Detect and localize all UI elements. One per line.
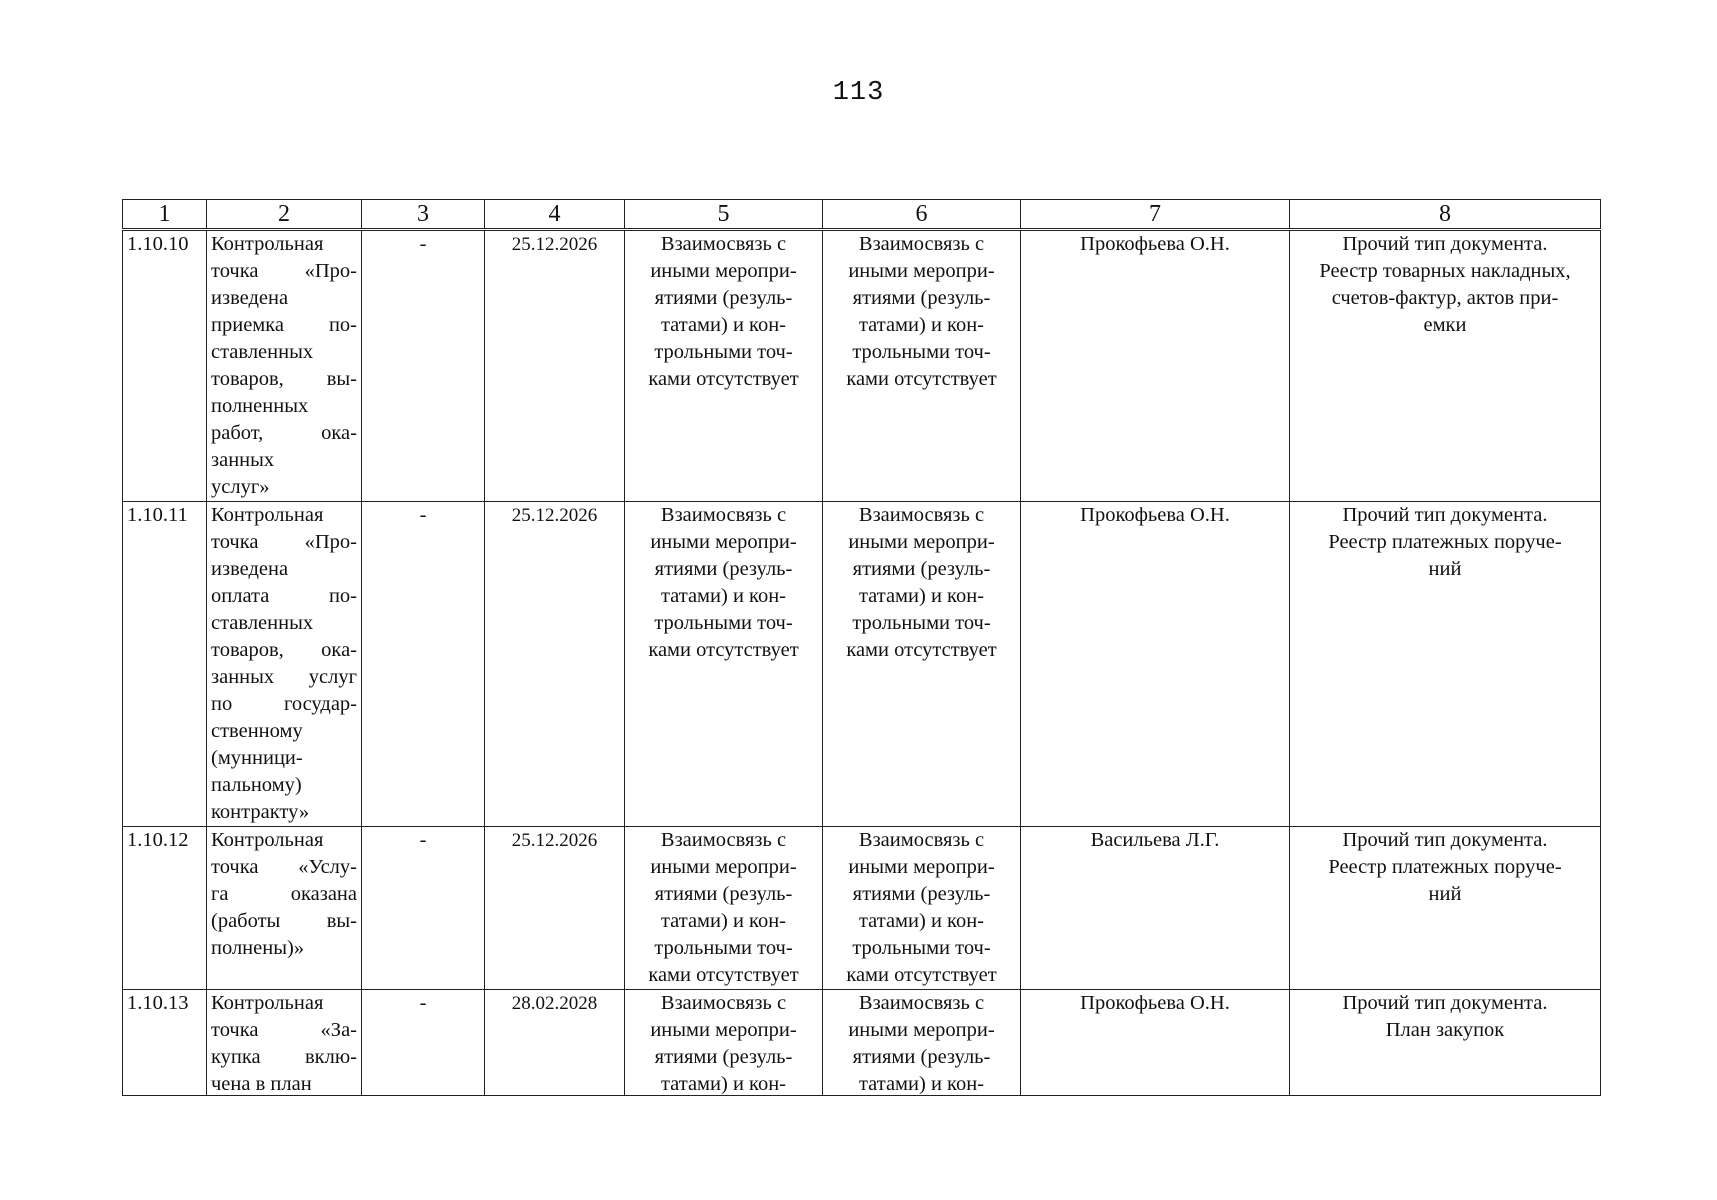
relation-line: иными меропри- [848, 1019, 995, 1041]
relation-line: ками отсутствует [648, 639, 799, 661]
relation-line: иными меропри- [848, 260, 995, 282]
relation-line: Взаимосвязь с [660, 829, 787, 851]
relation-line: трольными точ- [654, 937, 793, 959]
event-name-line: товаров, ока- [211, 639, 357, 661]
event-name-line: полненных [211, 395, 309, 417]
relation-line: ятиями (резуль- [852, 558, 991, 580]
relation-line: Взаимосвязь с [858, 829, 985, 851]
document-type-line: Прочий тип документа. [1342, 233, 1548, 255]
document-type-cell [1290, 990, 1601, 1096]
column-header: 3 [362, 200, 485, 230]
row-number-cell: 1.10.10 [123, 230, 207, 502]
document-type-line: Реестр товарных накладных, [1319, 260, 1571, 282]
column-header: 6 [823, 200, 1021, 230]
event-name-line: Контрольная [211, 504, 324, 526]
event-name-line: ставленных [211, 612, 314, 634]
table-row [123, 990, 1601, 1096]
relation-line: иными меропри- [650, 1019, 797, 1041]
event-name-line: оплата по- [211, 585, 357, 607]
event-name-line: ственному [211, 720, 303, 742]
event-name-cell [207, 827, 362, 990]
relation-line: трольными точ- [654, 341, 793, 363]
responsible-person-cell: Васильева Л.Г. [1021, 827, 1290, 990]
event-name-line: точка «Про- [211, 531, 357, 553]
header-row [123, 200, 1601, 230]
event-name-line: га оказана [211, 883, 357, 905]
document-type-line: емки [1423, 314, 1467, 336]
document-type-line: Прочий тип документа. [1342, 504, 1548, 526]
relation-cell-5 [625, 502, 823, 827]
document-type-cell [1290, 502, 1601, 827]
event-name-line: изведена [211, 558, 289, 580]
row-number-cell: 1.10.12 [123, 827, 207, 990]
column-header: 2 [207, 200, 362, 230]
relation-line: татами) и кон- [858, 1073, 985, 1095]
document-type-line: Прочий тип документа. [1342, 829, 1548, 851]
document-type-line: ний [1428, 558, 1462, 580]
page-number: 113 [832, 78, 885, 108]
relation-line: ками отсутствует [648, 964, 799, 986]
relation-line: Взаимосвязь с [858, 504, 985, 526]
document-type-line: Реестр платежных поруче- [1328, 856, 1562, 878]
relation-line: ками отсутствует [846, 639, 997, 661]
event-name-line: изведена [211, 287, 289, 309]
relation-line: иными меропри- [650, 260, 797, 282]
relation-line: татами) и кон- [660, 1073, 787, 1095]
relation-cell-6 [823, 230, 1021, 502]
relation-line: ками отсутствует [846, 964, 997, 986]
date-cell: 25.12.2026 [485, 230, 625, 502]
relation-line: ятиями (резуль- [852, 883, 991, 905]
row-number-cell: 1.10.13 [123, 990, 207, 1096]
event-name-line: по государ- [211, 693, 357, 715]
event-name-line: товаров, вы- [211, 368, 357, 390]
responsible-person-cell: Прокофьева О.Н. [1021, 502, 1290, 827]
relation-line: татами) и кон- [660, 585, 787, 607]
column-3-cell: - [362, 990, 485, 1096]
relation-line: татами) и кон- [660, 314, 787, 336]
column-3-cell: - [362, 230, 485, 502]
event-name-line: Контрольная [211, 233, 324, 255]
relation-cell-5 [625, 230, 823, 502]
document-type-cell [1290, 230, 1601, 502]
document-type-line: счетов-фактур, актов при- [1331, 287, 1559, 309]
column-3-cell: - [362, 502, 485, 827]
column-header: 4 [485, 200, 625, 230]
event-name-line: точка «Услу- [211, 856, 357, 878]
date-cell: 28.02.2028 [485, 990, 625, 1096]
relation-line: трольными точ- [852, 937, 991, 959]
relation-line: ками отсутствует [846, 368, 997, 390]
column-header: 5 [625, 200, 823, 230]
relation-line: Взаимосвязь с [858, 233, 985, 255]
relation-line: татами) и кон- [858, 314, 985, 336]
document-type-line: Реестр платежных поруче- [1328, 531, 1562, 553]
event-name-line: услуг» [211, 476, 270, 498]
event-name-line: купка вклю- [211, 1046, 357, 1068]
relation-cell-5 [625, 827, 823, 990]
table-row [123, 230, 1601, 502]
relation-line: татами) и кон- [858, 910, 985, 932]
event-name-line: ставленных [211, 341, 314, 363]
event-name-line: (мунници- [211, 747, 303, 769]
relation-line: иными меропри- [650, 856, 797, 878]
event-name-line: занных [211, 449, 275, 471]
relation-line: трольными точ- [654, 612, 793, 634]
relation-line: иными меропри- [650, 531, 797, 553]
relation-line: ятиями (резуль- [654, 558, 793, 580]
event-name-line: занных услуг [211, 666, 357, 688]
relation-line: ятиями (резуль- [852, 1046, 991, 1068]
event-name-cell [207, 502, 362, 827]
relation-line: иными меропри- [848, 531, 995, 553]
schedule-table [122, 199, 1601, 1096]
event-name-line: точка «За- [211, 1019, 357, 1041]
responsible-person-cell: Прокофьева О.Н. [1021, 230, 1290, 502]
column-3-cell: - [362, 827, 485, 990]
relation-line: трольными точ- [852, 612, 991, 634]
relation-cell-5 [625, 990, 823, 1096]
event-name-cell [207, 230, 362, 502]
relation-line: иными меропри- [848, 856, 995, 878]
event-name-line: чена в план [211, 1073, 312, 1095]
document-type-line: ний [1428, 883, 1462, 905]
relation-line: ятиями (резуль- [654, 287, 793, 309]
column-header: 7 [1021, 200, 1290, 230]
relation-line: трольными точ- [852, 341, 991, 363]
event-name-line: контракту» [211, 801, 310, 823]
relation-line: Взаимосвязь с [660, 504, 787, 526]
event-name-line: работ, ока- [211, 422, 357, 444]
event-name-cell [207, 990, 362, 1096]
relation-line: ятиями (резуль- [852, 287, 991, 309]
date-cell: 25.12.2026 [485, 827, 625, 990]
document-type-cell [1290, 827, 1601, 990]
relation-line: Взаимосвязь с [660, 233, 787, 255]
event-name-line: приемка по- [211, 314, 357, 336]
relation-line: татами) и кон- [858, 585, 985, 607]
document-type-line: План закупок [1385, 1019, 1505, 1041]
event-name-line: пальному) [211, 774, 302, 796]
event-name-line: полнены)» [211, 937, 305, 959]
relation-line: Взаимосвязь с [858, 992, 985, 1014]
event-name-line: Контрольная [211, 992, 324, 1014]
responsible-person-cell: Прокофьева О.Н. [1021, 990, 1290, 1096]
event-name-line: точка «Про- [211, 260, 357, 282]
event-name-line: Контрольная [211, 829, 324, 851]
relation-line: Взаимосвязь с [660, 992, 787, 1014]
table-row [123, 827, 1601, 990]
relation-line: ками отсутствует [648, 368, 799, 390]
relation-cell-6 [823, 990, 1021, 1096]
column-header: 8 [1290, 200, 1601, 230]
relation-line: ятиями (резуль- [654, 1046, 793, 1068]
column-header: 1 [123, 200, 207, 230]
relation-line: ятиями (резуль- [654, 883, 793, 905]
row-number-cell: 1.10.11 [123, 502, 207, 827]
relation-line: татами) и кон- [660, 910, 787, 932]
date-cell: 25.12.2026 [485, 502, 625, 827]
document-type-line: Прочий тип документа. [1342, 992, 1548, 1014]
event-name-line: (работы вы- [211, 910, 357, 932]
relation-cell-6 [823, 502, 1021, 827]
table-row [123, 502, 1601, 827]
relation-cell-6 [823, 827, 1021, 990]
